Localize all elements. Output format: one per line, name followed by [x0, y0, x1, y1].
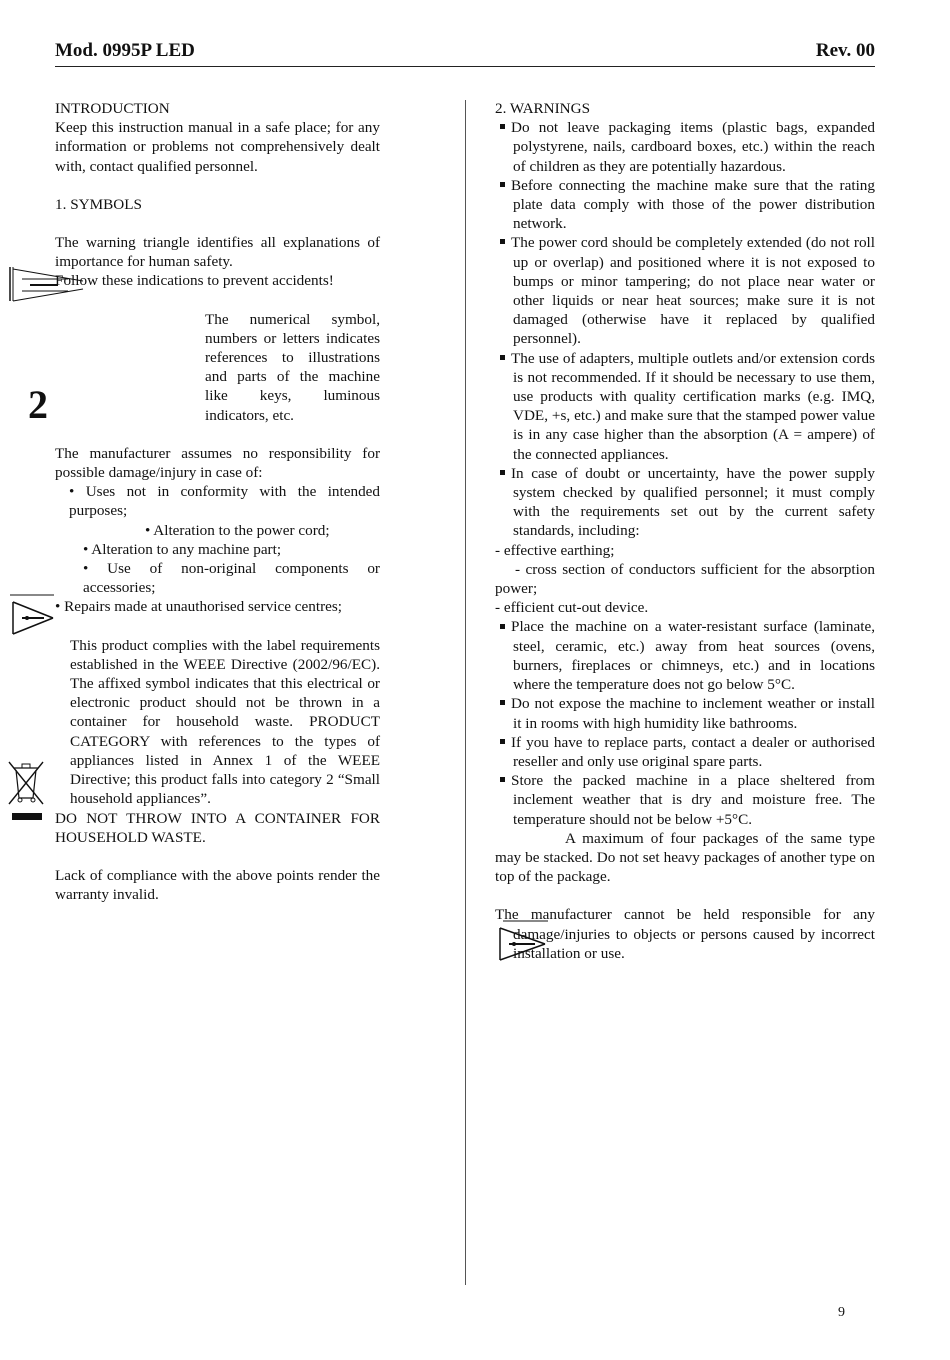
prevent-accidents-text: Follow these indications to prevent accidents! [55, 272, 334, 290]
warning-item: In case of doubt or uncertainty, have the power supply system checked by qualified personnel; it must comply with the requirements set out by the current safety standards, including: [495, 464, 875, 541]
manufacturer-responsibility-text: The manufacturer assumes no responsibility for possible damage/injury in case of: [55, 444, 380, 482]
bullet-square-icon [500, 777, 505, 782]
bullet-square-icon [500, 239, 505, 244]
numerical-symbol: 2 [28, 382, 48, 427]
alteration-warning-icon [8, 592, 58, 637]
stacking-text: A maximum of four packages of the same type may be stacked. Do not set heavy packages of another type on top of the package. [495, 829, 875, 886]
bullet-square-icon [500, 700, 505, 705]
bullet-item: • Uses not in conformity with the intended purposes; [69, 483, 380, 520]
requirement-item: - efficient cut-out device. [495, 599, 649, 617]
warning-item: Do not leave packaging items (plastic bags, expanded polystyrene, nails, cardboard boxes, etc.) within the reach of children as they are potentially hazardous. [495, 118, 875, 176]
intro-text: Keep this instruction manual in a safe place; for any information or problems not comprehensively dealt with, contact qualified personnel. [55, 119, 380, 175]
bullet-square-icon [500, 124, 505, 129]
numerical-symbol-text: The numerical symbol, numbers or letters indicates references to illustrations and parts of the machine like keys, luminous indicators, etc. [205, 310, 380, 424]
left-column [55, 99, 380, 904]
symbols-heading: 1. SYMBOLS [55, 195, 142, 213]
intro-heading: INTRODUCTION [55, 100, 170, 117]
right-column [495, 99, 875, 963]
revision-label: Rev. 00 [815, 40, 875, 61]
page-header [55, 40, 875, 67]
bullet-item: • Use of non-original components or accessories; [83, 560, 380, 597]
page-number: 9 [838, 1305, 845, 1320]
weee-bin-icon [6, 758, 46, 823]
warning-triangle-text: The warning triangle identifies all explanations of importance for human safety. [55, 234, 380, 271]
warning-item: Place the machine on a water-resistant surface (laminate, steel, ceramic, etc.) away from heat sources (ovens, burners, fireplaces or chimneys, etc.) and in locations where the temperature does not go below 5°C. [495, 617, 875, 694]
requirement-item: - effective earthing; [495, 541, 615, 559]
warning-item: Before connecting the machine make sure that the rating plate data comply with those of the power distribution network. [495, 176, 875, 234]
model-label: Mod. 0995P LED [55, 40, 195, 61]
requirement-item: - cross section of conductors sufficient for the absorption power; [495, 560, 875, 598]
bullet-square-icon [500, 182, 505, 187]
warning-item: Do not expose the machine to inclement weather or install it in rooms with high humidity like bathrooms. [495, 694, 875, 732]
bullet-item: • Repairs made at unauthorised service centres; [55, 598, 343, 616]
do-not-throw-text: DO NOT THROW INTO A CONTAINER FOR HOUSEHOLD WASTE. [55, 809, 380, 846]
warning-item: If you have to replace parts, contact a dealer or authorised reseller and only use original spare parts. [495, 733, 875, 771]
warnings-heading: 2. WARNINGS [495, 100, 591, 117]
column-divider [465, 100, 466, 1285]
bullet-square-icon [500, 470, 505, 475]
bullet-square-icon [500, 355, 505, 360]
warning-item: The use of adapters, multiple outlets and/or extension cords is not recommended. If it should be necessary to use them, use products with quality certification marks (e.g. IMQ, VDE, +s, etc.) and make sure that the stamped power value is in any case higher than the absorption (A = ampere) of the connected appliances. [495, 349, 875, 464]
bullet-item: • Alteration to any machine part; [83, 540, 282, 558]
warranty-text: Lack of compliance with the above points render the warranty invalid. [55, 866, 380, 904]
bullet-item: • Alteration to the power cord; [145, 521, 330, 539]
weee-text: This product complies with the label requirements established in the WEEE Directive (2002/96/EC). The affixed symbol indicates that this electrical or electronic product should not be thrown in a container for household waste. PRODUCT CATEGORY with references to the types of appliances listed in Annex 1 of the WEEE Directive; this product falls into category 2 “Small household appliances”. [70, 636, 380, 808]
manufacturer-final-text: The manufacturer cannot be held responsible for any damage/injuries to objects or persons caused by incorrect installation or use. [495, 906, 875, 962]
warning-item: The power cord should be completely extended (do not roll up or overlap) and positioned where it is not exposed to bumps or minor tampering; do not place near water or other liquids or near heat sources; make sure it is not damaged (otherwise have it replaced by qualified personnel). [495, 233, 875, 348]
bullet-square-icon [500, 624, 505, 629]
warning-item: Store the packed machine in a place sheltered from inclement weather that is dry and moisture free. The temperature should not be below +5°C. [495, 771, 875, 829]
bullet-square-icon [500, 739, 505, 744]
